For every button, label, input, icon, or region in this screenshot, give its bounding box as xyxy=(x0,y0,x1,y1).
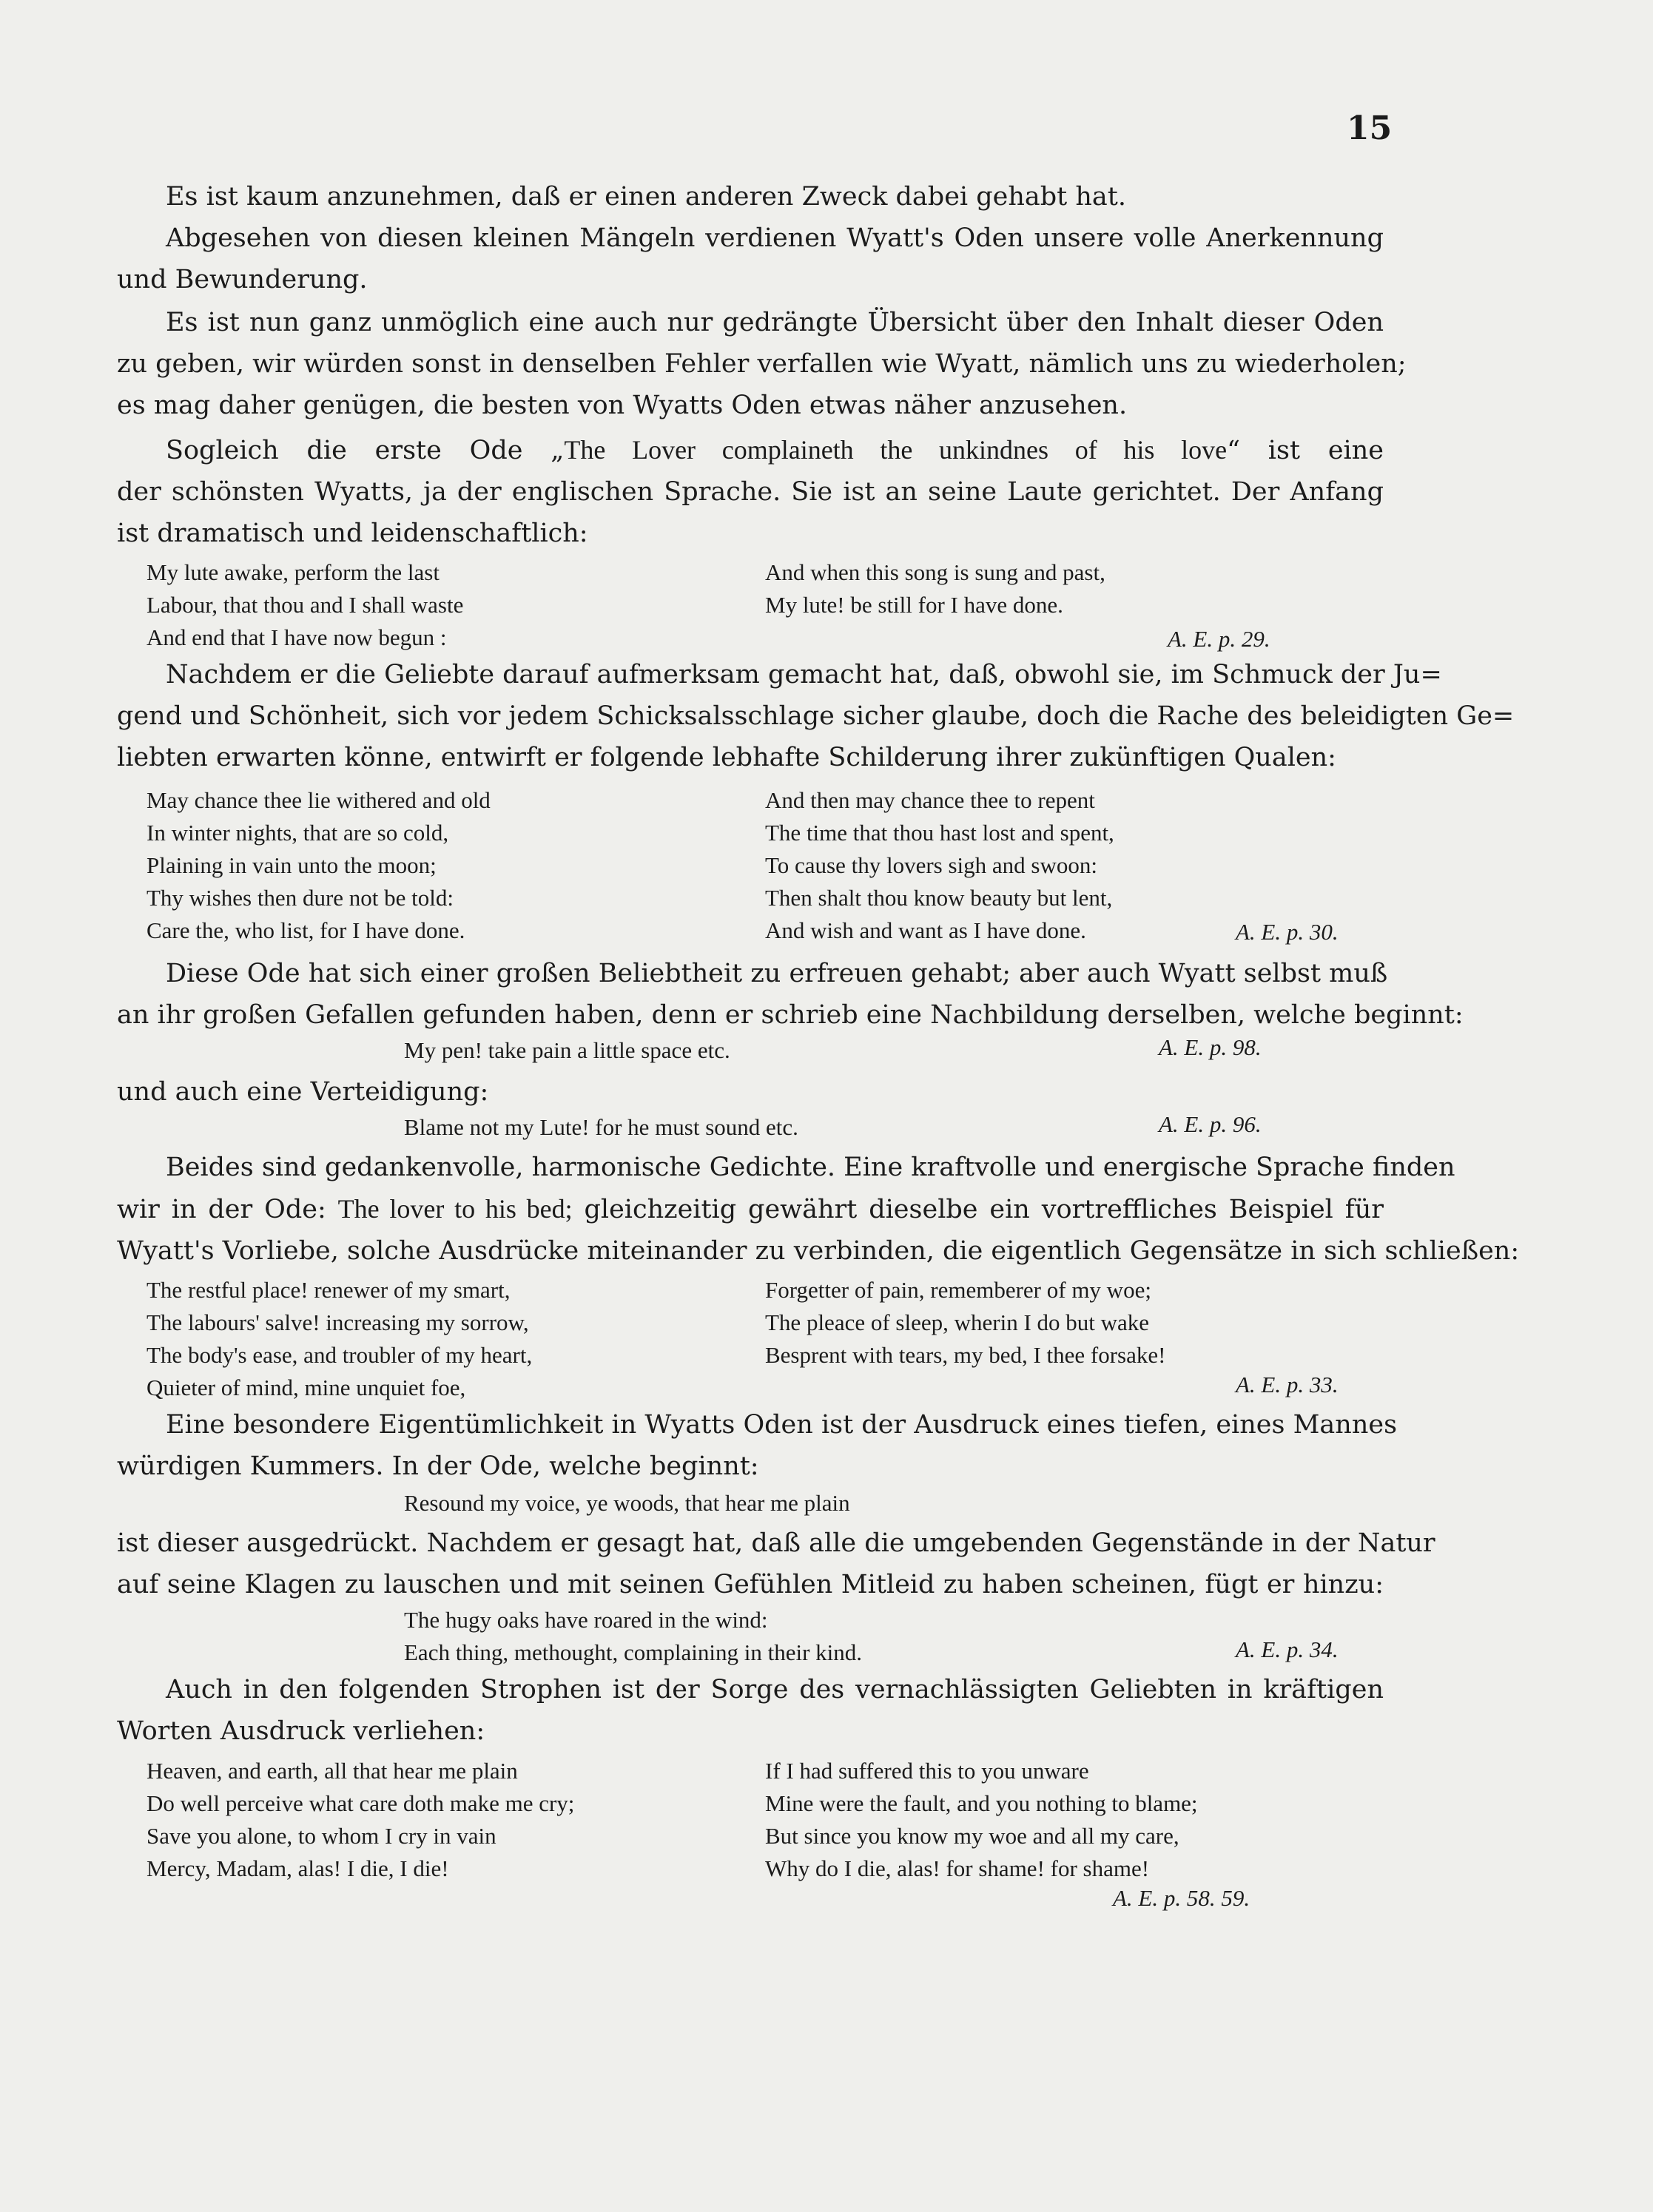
quote-3: My pen! take pain a little space etc. xyxy=(404,1037,730,1063)
citation: A. E. p. 33. xyxy=(1236,1372,1339,1397)
text-line: Auch in den folgenden Strophen ist der Sorge des vernachlässigten Geliebten in kräftigen xyxy=(166,1675,1384,1704)
paragraph-8 xyxy=(117,1404,1398,1487)
text-line: auf seine Klagen zu lauschen und mit seinen Gefühlen Mitleid zu haben scheinen, fügt er hinzu: xyxy=(117,1570,1384,1599)
text-line: und Bewunderung. xyxy=(117,265,368,294)
citation: A. E. p. 58. 59. xyxy=(1113,1885,1250,1911)
text-line: Nachdem er die Geliebte darauf aufmerksam gemacht hat, daß, obwohl sie, im Schmuck der Ju= xyxy=(166,660,1442,689)
text-line: Es ist kaum anzunehmen, daß er einen anderen Zweck dabei gehabt hat. xyxy=(166,182,1126,212)
text-line: ist dramatisch und leidenschaftlich: xyxy=(117,519,588,548)
quote-1-right: And when this song is sung and past, My lute! be still for I have done. xyxy=(765,559,1105,618)
citation: A. E. p. 98. xyxy=(1159,1034,1262,1060)
text-line: zu geben, wir würden sonst in denselben Fehler verfallen wie Wyatt, nämlich uns zu wiederholen; xyxy=(117,349,1407,379)
ode-title: The Lover complaineth the unkindnes of his love xyxy=(564,435,1228,465)
text-line: wir in der Ode: The lover to his bed; gleichzeitig gewährt dieselbe ein vortreffliches Beispiel für xyxy=(117,1194,1384,1224)
quote-6: Resound my voice, ye woods, that hear me plain xyxy=(404,1490,850,1516)
paragraph-5 xyxy=(117,953,1464,1036)
text-line: Diese Ode hat sich einer großen Beliebtheit zu erfreuen gehabt; aber auch Wyatt selbst muß xyxy=(166,959,1388,988)
quote-5-left: The restful place! renewer of my smart, The labours' salve! increasing my sorrow, The body's ease, and troubler of my heart, Quieter of mind, mine unquiet foe, xyxy=(147,1277,533,1400)
text-line: Beides sind gedankenvolle, harmonische Gedichte. Eine kraftvolle und energische Sprache finden xyxy=(166,1153,1455,1182)
text-line: Abgesehen von diesen kleinen Mängeln verdienen Wyatt's Oden unsere volle Anerkennung xyxy=(166,223,1384,253)
quote-2-left: May chance thee lie withered and old In winter nights, that are so cold, Plaining in vain unto the moon; Thy wishes then dure not be told: Care the, who list, for I have done. xyxy=(147,787,491,943)
citation: A. E. p. 30. xyxy=(1236,919,1339,945)
quote-1-left: My lute awake, perform the last Labour, that thou and I shall waste And end that I have now begun : xyxy=(147,559,464,650)
text-line: ist dieser ausgedrückt. Nachdem er gesagt hat, daß alle die umgebenden Gegenstände in der Natur xyxy=(117,1528,1435,1558)
citation: A. E. p. 96. xyxy=(1159,1111,1262,1137)
citation: A. E. p. 29. xyxy=(1168,626,1270,652)
text-line: es mag daher genügen, die besten von Wyatts Oden etwas näher anzusehen. xyxy=(117,391,1128,420)
text-line: Es ist nun ganz unmöglich eine auch nur gedrängte Übersicht über den Inhalt dieser Oden xyxy=(166,308,1384,337)
text-line: Eine besondere Eigentümlichkeit in Wyatts Oden ist der Ausdruck eines tiefen, eines Mannes xyxy=(166,1410,1398,1440)
quote-2-right: And then may chance thee to repent The time that thou hast lost and spent, To cause thy lovers sigh and swoon: Then shalt thou know beauty but lent, And wish and want as I have done. xyxy=(765,787,1114,943)
paragraph-3 xyxy=(117,429,1384,554)
paragraph-2 xyxy=(117,302,1407,426)
text-line: gend und Schönheit, sich vor jedem Schicksalsschlage sicher glaube, doch die Rache des beleidigten Ge= xyxy=(117,701,1515,731)
quote-5-right: Forgetter of pain, rememberer of my woe; The pleace of sleep, wherin I do but wake Besprent with tears, my bed, I thee forsake! xyxy=(765,1277,1166,1368)
text-line: Worten Ausdruck verliehen: xyxy=(117,1716,485,1746)
text-line: Sogleich die erste Ode „The Lover complaineth the unkindnes of his love“ ist eine xyxy=(166,435,1384,465)
paragraph-10 xyxy=(117,1669,1384,1752)
text-line: Wyatt's Vorliebe, solche Ausdrücke miteinander zu verbinden, die eigentlich Gegensätze in sich schließen: xyxy=(117,1236,1520,1266)
text-line: würdigen Kummers. In der Ode, welche beginnt: xyxy=(117,1451,759,1481)
paragraph-1 xyxy=(117,176,1384,300)
citation: A. E. p. 34. xyxy=(1236,1636,1339,1662)
text-line: und auch eine Verteidigung: xyxy=(117,1077,489,1107)
page-number: 15 xyxy=(1347,109,1393,147)
paragraph-4 xyxy=(117,654,1515,778)
paragraph-6 xyxy=(117,1071,1384,1113)
text-line: der schönsten Wyatts, ja der englischen Sprache. Sie ist an seine Laute gerichtet. Der Anfang xyxy=(117,477,1384,507)
paragraph-9 xyxy=(117,1523,1435,1605)
ode-title: The lover to his bed; xyxy=(337,1194,573,1224)
text-line: an ihr großen Gefallen gefunden haben, denn er schrieb eine Nachbildung derselben, welche beginnt: xyxy=(117,1000,1464,1030)
quote-7: The hugy oaks have roared in the wind: Each thing, methought, complaining in their kind. xyxy=(404,1607,863,1665)
text-line: liebten erwarten könne, entwirft er folgende lebhafte Schilderung ihrer zukünftigen Qualen: xyxy=(117,743,1336,772)
quote-8-left: Heaven, and earth, all that hear me plain Do well perceive what care doth make me cry; Save you alone, to whom I cry in vain Mercy, Madam, alas! I die, I die! xyxy=(147,1758,575,1881)
paragraph-7 xyxy=(117,1147,1520,1272)
quote-8-right: If I had suffered this to you unware Mine were the fault, and you nothing to blame; But since you know my woe and all my care, Why do I die, alas! for shame! for shame! xyxy=(765,1758,1198,1881)
quote-4: Blame not my Lute! for he must sound etc. xyxy=(404,1114,798,1140)
